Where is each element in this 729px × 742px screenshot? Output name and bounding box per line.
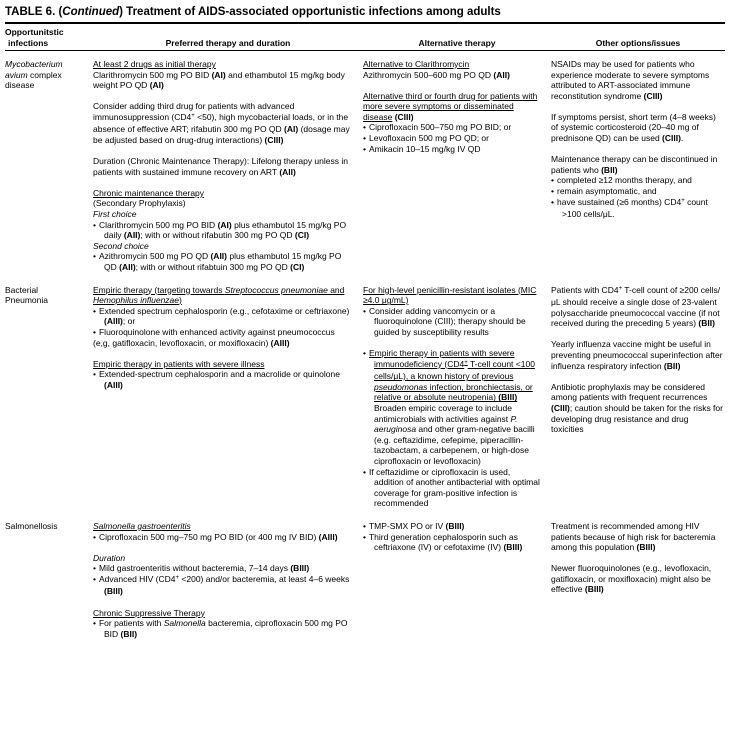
text-segment: Extended-spectrum cephalosporin and a macrolide or quinolone: [98, 369, 340, 380]
text-segment: +: [618, 286, 623, 293]
header-col1-line1: Opportunitstic: [5, 27, 64, 37]
text-block: [93, 70, 353, 91]
text-segment: Patients with CD4: [551, 284, 619, 295]
bullet-item: [93, 574, 353, 597]
text-segment: (BII): [601, 164, 618, 175]
text-segment: TABLE 6. (: [5, 6, 63, 18]
text-segment: Ciprofloxacin 500 mg–750 mg PO BID (or 400 mg IV BID): [98, 531, 319, 542]
text-segment: ; with or without rifabtuin 300 mg PO QD: [135, 262, 291, 272]
text-segment: (dosage may be adjusted based on drug-drug interactions): [93, 124, 350, 146]
text-block: [551, 112, 723, 144]
bullet-item: [363, 532, 541, 553]
text-segment: ; or: [122, 316, 136, 327]
text-block: [93, 285, 353, 306]
header-other-options: Other options/issues: [595, 37, 681, 48]
text-segment: completed ≥12 months therapy, and: [556, 175, 692, 186]
text-segment: count >100 cells/μL.: [562, 196, 708, 220]
text-segment: (AII): [279, 166, 296, 177]
text-segment: pseudomonas: [374, 381, 428, 392]
text-segment: (AI): [211, 69, 226, 80]
text-segment: ; with or without rifabutin 300 mg PO QD: [140, 230, 295, 241]
text-segment: Salmonellosis: [5, 520, 58, 531]
text-segment: (BIII): [503, 542, 523, 553]
bullet-item: [363, 133, 541, 144]
text-segment: plus ethambutol 15 mg/kg PO QD: [104, 251, 342, 272]
text-segment: Consider adding vancomycin or a fluoroquinolone (CIII); therapy should be guided by susceptibility results: [368, 305, 526, 337]
infection-cell: [5, 285, 93, 509]
header-col1-line2: infections: [8, 37, 49, 48]
text-block: [93, 59, 353, 70]
text-segment: Ciprofloxacin 500–750 mg PO BID; or: [368, 122, 512, 133]
text-segment: (AII): [210, 251, 227, 262]
text-segment: Continued: [62, 6, 120, 18]
text-segment: TMP-SMX PO or IV: [368, 520, 446, 531]
spacer: [93, 146, 353, 157]
bullet-icon: •: [551, 175, 554, 186]
text-segment: <200) and/or bacteremia, at least 4–6 weeks: [179, 573, 350, 584]
bullet-icon: •: [93, 369, 96, 380]
other-options-cell: [551, 59, 725, 273]
text-segment: ): [179, 295, 182, 306]
bullet-item: [93, 251, 353, 272]
bullet-icon: •: [363, 520, 366, 531]
text-segment: If symptoms persist, short term (4–8 weeks) of systemic corticosteroid (20–40 mg of prednisone QD) can be used: [551, 111, 716, 144]
text-segment: and ethambutol 15 mg/kg body weight PO QD: [93, 69, 345, 91]
text-segment: (BII): [120, 628, 138, 639]
bullet-icon: •: [551, 196, 554, 207]
text-segment: Azithromycin 500–600 mg PO QD: [363, 69, 494, 80]
bullet-item: [93, 563, 353, 574]
bullet-icon: •: [363, 133, 366, 144]
title-rule: [5, 22, 725, 24]
text-segment: (BIII): [584, 584, 604, 595]
text-segment: ) Treatment of AIDS-associated opportunistic infections among adults: [119, 6, 501, 18]
bullet-icon: •: [93, 305, 96, 316]
text-segment: (AIII): [104, 379, 123, 390]
text-segment: Mild gastroenteritis without bacteremia, 7–14 days: [98, 563, 291, 574]
bullet-icon: •: [363, 305, 366, 316]
text-segment: (BIII): [290, 563, 310, 574]
text-segment: plus ethambutol 15 mg/kg PO daily: [104, 219, 347, 241]
text-segment: (AI): [149, 80, 164, 91]
text-block: [93, 521, 353, 532]
preferred-therapy-cell: [93, 59, 363, 273]
text-segment: (AI): [217, 219, 232, 230]
spacer: [363, 338, 541, 349]
infection-cell: [5, 59, 93, 273]
table-header-row: [5, 27, 725, 48]
table-row: [5, 59, 725, 273]
text-segment: remain asymptomatic, and: [556, 185, 657, 196]
text-segment: (AII): [493, 69, 510, 80]
text-segment: At least 2 drugs as initial therapy: [93, 59, 216, 69]
text-segment: <50), high mycobacterial loads, or in the absence of effective ART; rifabutin 300 mg PO QD: [93, 111, 349, 135]
spacer: [551, 144, 723, 155]
bullet-item: [363, 348, 541, 403]
preferred-therapy-cell: [93, 285, 363, 509]
text-segment: Fluoroquinolone with enhanced activity against pneumococcus (e,g, gatifloxacin, levofloxacin, or moxifloxacin): [93, 326, 335, 348]
bullet-icon: •: [93, 563, 96, 574]
text-block: [93, 198, 353, 209]
text-block: [93, 101, 353, 145]
text-segment: .: [680, 133, 684, 144]
bullet-item: [363, 306, 541, 338]
text-segment: and other gram-negative bacilli (e.g. ceftazidime, cefepime, piperacillin-tazobactam, a carbepenem, or high-dose ciprofloxacin or levofloxacin): [374, 424, 535, 466]
text-segment: (AII): [119, 262, 136, 272]
text-segment: Bacterial Pneumonia: [5, 284, 49, 306]
text-segment: (BII): [663, 360, 681, 371]
text-segment: T-cell count <100 cells/μL), a known history of previous: [374, 358, 535, 382]
text-segment: (AIII): [270, 337, 290, 348]
table-row: [5, 521, 725, 639]
bullet-item: [93, 220, 353, 241]
spacer: [93, 177, 353, 188]
text-block: [551, 339, 723, 371]
table-row: [5, 285, 725, 509]
text-segment: (CI): [294, 230, 310, 241]
spacer: [551, 553, 723, 564]
bullet-icon: •: [363, 466, 366, 477]
spacer: [93, 348, 353, 359]
text-block: [363, 403, 541, 467]
bullet-item: [363, 467, 541, 509]
text-segment: (AI): [284, 124, 299, 135]
text-segment: Broaden empiric coverage to include antimicrobials with activities against: [374, 403, 512, 424]
text-segment: +: [175, 575, 180, 582]
text-segment: Alternative third or fourth drug for patients with more severe symptoms or disseminated disease: [363, 90, 538, 122]
other-options-cell: [551, 521, 725, 639]
text-block: [363, 285, 541, 306]
text-segment: Duration (Chronic Maintenance Therapy): Lifelong therapy unless in patients with sustained immune recovery on ART: [93, 156, 348, 177]
text-segment: (CIII): [551, 402, 570, 413]
text-segment: P. aeruginosa: [374, 413, 518, 435]
text-segment: (BIII): [445, 520, 465, 531]
bullet-item: [363, 122, 541, 133]
bullet-icon: •: [93, 219, 96, 230]
text-segment: Advanced HIV (CD4: [98, 573, 176, 584]
bullet-icon: •: [93, 531, 96, 542]
text-segment: (CIII): [643, 90, 663, 101]
header-preferred-therapy: Preferred therapy and duration: [165, 37, 291, 48]
text-segment: If ceftazidime or ciprofloxacin is used, addition of another antibacterial with optimal coverage for gram-positive infection is recommended: [368, 466, 540, 509]
text-segment: bacteremia, ciprofloxacin 500 mg PO BID: [104, 618, 348, 639]
text-segment: Empiric therapy (targeting towards: [93, 284, 225, 295]
text-segment: Yearly influenza vaccine might be useful in preventing pneumococcal superinfection after influenza respiratory infection: [551, 339, 723, 371]
bullet-item: [93, 532, 353, 543]
header-opportunistic-infections: [5, 27, 93, 48]
bullet-icon: •: [363, 348, 366, 359]
spacer: [551, 329, 723, 340]
text-block: [551, 382, 723, 435]
text-segment: Maintenance therapy can be discontinued in patients who: [551, 154, 718, 175]
text-segment: Empiric therapy in patients with severe immunodeficiency (CD4: [368, 348, 515, 369]
text-segment: (BIII): [498, 392, 518, 403]
text-segment: +: [681, 198, 685, 205]
alternative-therapy-cell: [363, 285, 551, 509]
text-segment: Newer fluoroquinolones (e.g., levofloxacin, gatifloxacin, or moxifloxacin) might also be effective: [551, 563, 712, 595]
text-segment: have sustained (≥6 months) CD4: [556, 196, 682, 207]
text-segment: Treatment is recommended among HIV patients because of high risk for bacteremia among this population: [551, 520, 716, 553]
text-block: [551, 154, 723, 175]
bullet-item: [551, 175, 723, 186]
alternative-therapy-cell: [363, 59, 551, 273]
spacer: [551, 371, 723, 382]
text-block: [93, 553, 353, 564]
table-body: [5, 59, 725, 639]
text-block: [551, 59, 723, 101]
text-segment: ; caution should be taken for the risks for developing drug resistance and drug toxicities: [551, 402, 723, 435]
bullet-icon: •: [363, 122, 366, 133]
bullet-item: [551, 197, 723, 220]
text-segment: Antibiotic prophylaxis may be considered among patients with frequent recurrences: [551, 381, 708, 403]
text-segment: (BII): [698, 318, 715, 329]
text-segment: (AIII): [104, 316, 123, 327]
text-segment: Third generation cephalosporin such as ceftriaxone (IV) or cefotaxime (IV): [368, 531, 518, 553]
text-segment: (Secondary Prophylaxis): [93, 198, 186, 209]
text-segment: Alternative to Clarithromycin: [363, 59, 470, 69]
text-segment: (CIII): [662, 133, 681, 144]
text-segment: (AIII): [318, 531, 338, 542]
text-segment: Streptococcus pneumoniae: [224, 284, 328, 295]
bullet-icon: •: [93, 251, 96, 262]
bullet-item: [93, 306, 353, 327]
spacer: [93, 91, 353, 102]
bullet-icon: •: [363, 531, 366, 542]
text-segment: (CI): [290, 262, 305, 272]
bullet-item: [363, 521, 541, 532]
text-block: [93, 608, 353, 619]
text-segment: Clarithromycin 500 mg PO BID: [98, 219, 218, 230]
text-segment: (AII): [123, 230, 141, 241]
text-segment: +: [464, 360, 468, 367]
text-segment: infection, bronchiectasis, or relative or absolute neutropenia): [374, 381, 533, 403]
bullet-item: [363, 144, 541, 155]
text-block: [93, 209, 353, 220]
text-segment: Levofloxacin 500 mg PO QD; or: [368, 133, 489, 144]
table-title: [5, 6, 725, 18]
text-segment: Chronic maintenance therapy: [93, 187, 205, 198]
bullet-item: [93, 327, 353, 348]
spacer: [93, 597, 353, 608]
spacer: [551, 101, 723, 112]
text-segment: +: [191, 113, 195, 120]
bullet-icon: •: [93, 618, 96, 629]
text-block: [93, 188, 353, 199]
text-segment: Hemophilus influenzae: [93, 295, 179, 306]
alternative-therapy-cell: [363, 521, 551, 639]
text-segment: NSAIDs may be used for patients who experience moderate to severe symptoms attributed to ART-associated immune reconstitution syndrome: [551, 59, 710, 101]
text-segment: Salmonella: [163, 618, 206, 629]
text-segment: For patients with: [98, 618, 164, 629]
text-block: [551, 563, 723, 595]
text-segment: Second choice: [93, 240, 149, 251]
text-segment: Mycobacterium avium: [5, 59, 63, 80]
bullet-item: [551, 186, 723, 197]
text-segment: and: [327, 284, 345, 295]
text-segment: First choice: [93, 209, 137, 220]
text-segment: Consider adding third drug for patients with advanced immunosuppression (CD4: [93, 101, 295, 122]
header-rule: [5, 50, 725, 51]
text-segment: Duration: [93, 552, 126, 563]
text-segment: Extended spectrum cephalosporin (e.g., cefotaxime or ceftriaxone): [98, 305, 350, 316]
text-segment: Clarithromycin 500 mg PO BID: [93, 69, 212, 80]
text-segment: (BIII): [104, 586, 123, 597]
text-block: [363, 91, 541, 123]
text-segment: (CIII): [394, 111, 414, 122]
bullet-item: [93, 369, 353, 390]
text-segment: (BIII): [636, 542, 656, 553]
bullet-icon: •: [551, 185, 554, 196]
bullet-icon: •: [363, 143, 366, 154]
bullet-icon: •: [93, 326, 96, 337]
text-block: [93, 241, 353, 252]
other-options-cell: [551, 285, 725, 509]
text-segment: Azithromycin 500 mg PO QD: [98, 251, 211, 262]
text-segment: Salmonella gastroenteritis: [93, 520, 191, 531]
bullet-item: [93, 618, 353, 639]
text-segment: Chronic Suppressive Therapy: [93, 607, 205, 618]
text-block: [551, 521, 723, 553]
infection-cell: [5, 521, 93, 639]
text-block: [363, 59, 541, 70]
text-segment: T-cell count of ≥200 cells/μL should receive a single dose of 23-valent polysaccharide pneumococcal vaccine (if not received during the preceding 5 years): [551, 284, 721, 329]
text-block: [551, 285, 723, 329]
header-alternative-therapy: Alternative therapy: [418, 37, 496, 48]
text-segment: (CIII): [264, 135, 284, 146]
text-block: [363, 70, 541, 81]
spacer: [363, 80, 541, 91]
preferred-therapy-cell: [93, 521, 363, 639]
bullet-icon: •: [93, 573, 96, 584]
text-segment: Empiric therapy in patients with severe illness: [93, 358, 265, 369]
spacer: [93, 542, 353, 553]
text-segment: For high-level penicillin-resistant isolates (MIC ≥4.0 μg/mL): [363, 284, 537, 306]
text-segment: complex disease: [5, 69, 62, 91]
text-segment: Amikacin 10–15 mg/kg IV QD: [368, 143, 481, 154]
text-block: [93, 359, 353, 370]
text-block: [93, 156, 353, 177]
